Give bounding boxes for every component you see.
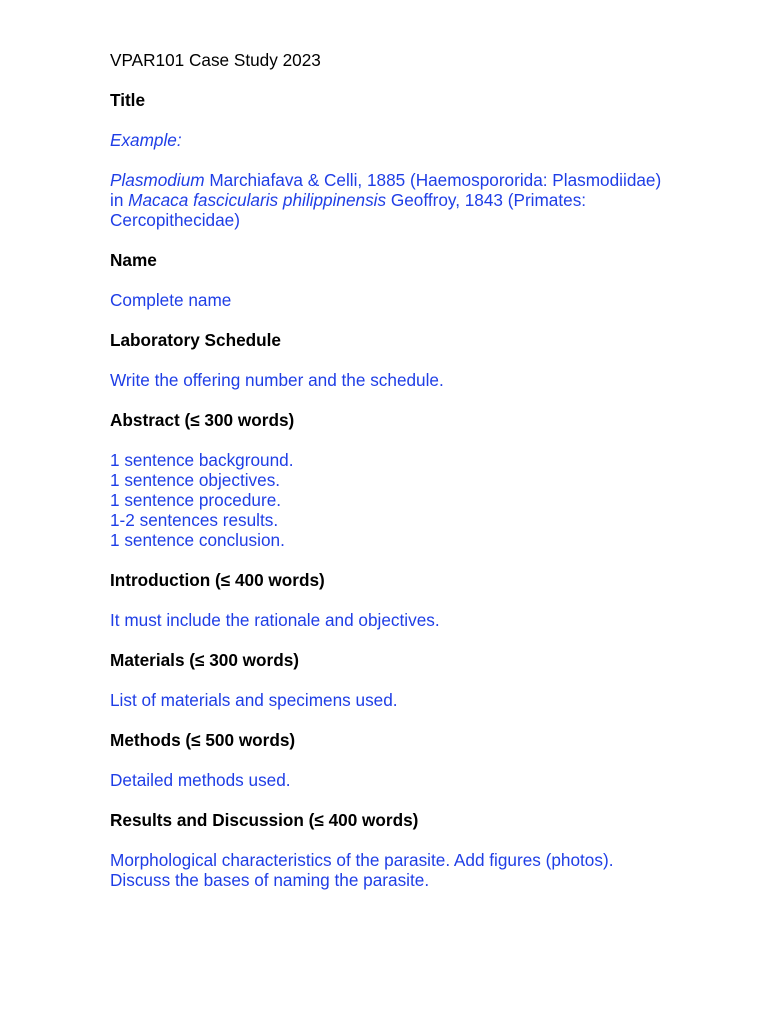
name-text: Complete name (110, 290, 232, 310)
introduction-text: It must include the rationale and objectives. (110, 610, 440, 630)
lab-schedule-heading: Laboratory Schedule (110, 330, 281, 350)
genus-authority: Marchiafava & Celli, 1885 (Haemospororida: Plasmodiidae) (204, 170, 662, 190)
abstract-line: 1 sentence background. (110, 450, 294, 470)
abstract-line: 1 sentence procedure. (110, 490, 282, 510)
results-discussion-heading: Results and Discussion (≤ 400 words) (110, 810, 419, 830)
genus-name: Plasmodium (110, 170, 205, 190)
document-page (110, 50, 730, 910)
name-heading: Name (110, 250, 157, 270)
title-heading: Title (110, 90, 146, 110)
materials-heading: Materials (≤ 300 words) (110, 650, 300, 670)
materials-text: List of materials and specimens used. (110, 690, 398, 710)
host-species-name: Macaca fascicularis philippinensis (128, 190, 387, 210)
abstract-line: 1-2 sentences results. (110, 510, 279, 530)
results-line: Morphological characteristics of the parasite. Add figures (photos). (110, 850, 614, 870)
example-species-name: Plasmodium Marchiafava & Celli, 1885 (Haemospororida: Plasmodiidae) in Macaca fascicularis philippinensis Geoffroy, 1843 (Primates: Cercopithecidae) (110, 170, 730, 230)
results-line: Discuss the bases of naming the parasite. (110, 870, 430, 890)
abstract-line: 1 sentence objectives. (110, 470, 281, 490)
methods-text: Detailed methods used. (110, 770, 291, 790)
abstract-text (110, 450, 730, 550)
document-header: VPAR101 Case Study 2023 (110, 50, 321, 70)
host-authority: Geoffroy, 1843 (Primates: (386, 190, 587, 210)
example-label: Example: (110, 130, 182, 150)
host-authority-cont: Cercopithecidae) (110, 210, 240, 230)
abstract-heading: Abstract (≤ 300 words) (110, 410, 295, 430)
lab-schedule-text: Write the offering number and the schedule. (110, 370, 444, 390)
methods-heading: Methods (≤ 500 words) (110, 730, 296, 750)
results-discussion-text (110, 850, 730, 890)
introduction-heading: Introduction (≤ 400 words) (110, 570, 325, 590)
abstract-line: 1 sentence conclusion. (110, 530, 285, 550)
